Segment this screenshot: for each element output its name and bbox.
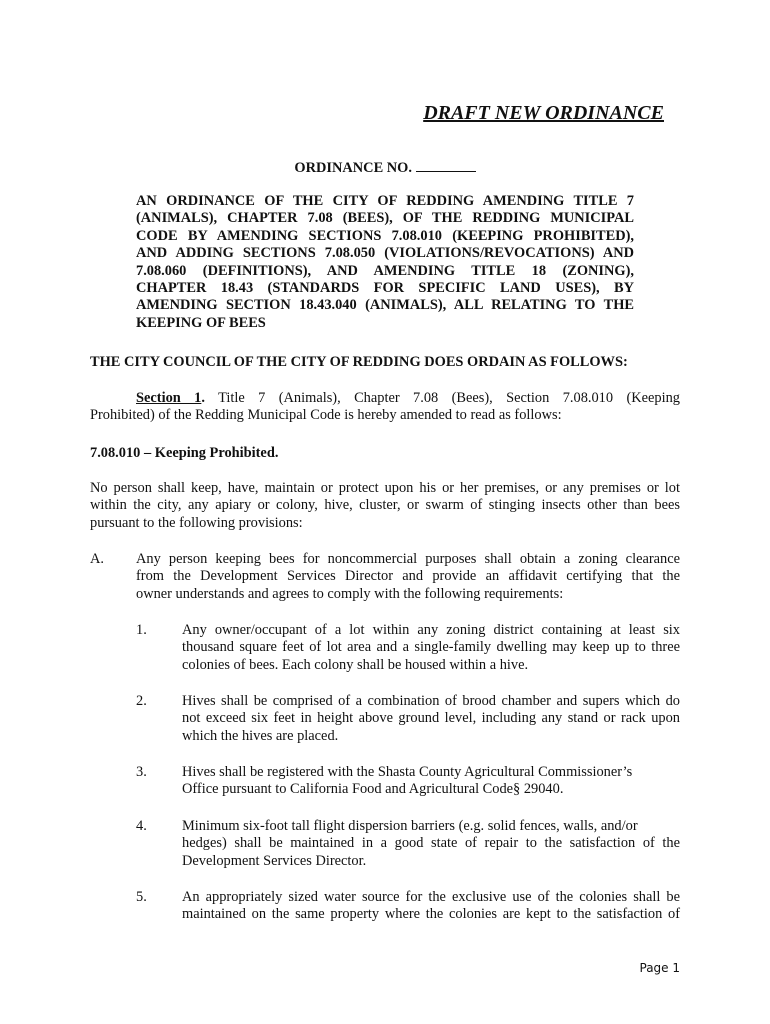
caption-line: KEEPING OF BEES xyxy=(136,314,266,331)
requirement-line: Hives shall be comprised of a combination of brood chamber and supers which do xyxy=(182,693,680,709)
requirement-marker: 4. xyxy=(136,818,147,834)
caption-line: CHAPTER 18.43 (STANDARDS FOR SPECIFIC LAND USES), BY xyxy=(136,280,634,297)
requirement-item-2 xyxy=(136,693,680,745)
requirement-body xyxy=(182,818,680,870)
caption-line: AMENDING SECTION 18.43.040 (ANIMALS), ALL RELATING TO THE xyxy=(136,297,634,314)
requirement-body xyxy=(182,889,680,924)
requirement-line: maintained on the same property where the colonies are kept to the satisfaction of xyxy=(182,906,680,923)
requirement-marker: 3. xyxy=(136,764,147,780)
requirement-item-4 xyxy=(136,818,680,870)
keeping-prohibited-paragraph xyxy=(90,480,680,532)
requirement-marker: 2. xyxy=(136,693,147,709)
requirement-item-1 xyxy=(136,622,680,674)
requirement-line: hedges) shall be maintained in a good state of repair to the satisfaction of the xyxy=(182,835,680,852)
requirement-line: An appropriately sized water source for the exclusive use of the colonies shall be xyxy=(182,889,680,905)
provision-a-body xyxy=(136,551,680,603)
caption-line: AN ORDINANCE OF THE CITY OF REDDING AMENDING TITLE 7 xyxy=(136,193,634,209)
requirement-body xyxy=(182,764,680,799)
ordinance-caption xyxy=(136,193,634,332)
paragraph-line: No person shall keep, have, maintain or protect upon his or her premises, or any premises or lot xyxy=(90,480,680,496)
section-1-label-suffix: . xyxy=(201,390,205,406)
paragraph-line: within the city, any apiary or colony, hive, cluster, or swarm of stinging insects other than bees xyxy=(90,497,680,514)
requirement-line: thousand square feet of lot area and a single-family dwelling may keep up to three xyxy=(182,639,680,656)
caption-line: (ANIMALS), CHAPTER 7.08 (BEES), OF THE REDDING MUNICIPAL xyxy=(136,210,634,227)
ordain-statement: THE CITY COUNCIL OF THE CITY OF REDDING DOES ORDAIN AS FOLLOWS: xyxy=(90,354,628,370)
provision-a-line: Any person keeping bees for noncommercial purposes shall obtain a zoning clearance xyxy=(136,551,680,567)
requirement-line: Development Services Director. xyxy=(182,852,367,869)
requirement-line: not exceed six feet in height above ground level, including any stand or rack upon xyxy=(182,710,680,727)
provision-a-line: owner understands and agrees to comply with the following requirements: xyxy=(136,585,564,602)
requirement-line: Office pursuant to California Food and Agricultural Code§ 29040. xyxy=(182,781,564,798)
requirement-marker: 1. xyxy=(136,622,147,638)
requirement-body xyxy=(182,693,680,745)
requirement-marker: 5. xyxy=(136,889,147,905)
page-number: Page 1 xyxy=(639,961,680,975)
caption-line: 7.08.060 (DEFINITIONS), AND AMENDING TITLE 18 (ZONING), xyxy=(136,262,634,279)
requirement-line: Any owner/occupant of a lot within any zoning district containing at least six xyxy=(182,622,680,638)
requirement-body xyxy=(182,622,680,674)
requirement-line: colonies of bees. Each colony shall be housed within a hive. xyxy=(182,656,529,673)
section-1-paragraph xyxy=(90,390,680,425)
ordinance-number xyxy=(0,158,770,177)
ordinance-number-blank xyxy=(416,158,476,172)
paragraph-line: pursuant to the following provisions: xyxy=(90,514,303,531)
section-1-label: Section 1 xyxy=(136,390,202,406)
requirement-line: which the hives are placed. xyxy=(182,727,339,744)
requirement-line: Hives shall be registered with the Shasta County Agricultural Commissioner’s xyxy=(182,764,633,780)
provision-a-line: from the Development Services Director and provide an affidavit certifying that the xyxy=(136,568,680,585)
requirement-line: Minimum six-foot tall flight dispersion barriers (e.g. solid fences, walls, and/or xyxy=(182,818,638,834)
section-1-text: Title 7 (Animals), Chapter 7.08 (Bees), Section 7.08.010 (Keeping xyxy=(218,390,681,406)
section-heading-7-08-010: 7.08.010 – Keeping Prohibited. xyxy=(90,445,279,461)
draft-title: DRAFT NEW ORDINANCE xyxy=(423,102,664,124)
requirement-item-3 xyxy=(136,764,680,799)
section-1-second-line: Prohibited) of the Redding Municipal Code is hereby amended to read as follows: xyxy=(90,407,562,424)
ordinance-number-label: ORDINANCE NO. xyxy=(294,160,412,176)
requirement-item-5 xyxy=(136,889,680,924)
caption-line: CODE BY AMENDING SECTIONS 7.08.010 (KEEPING PROHIBITED), xyxy=(136,227,634,244)
section-1-first-line xyxy=(90,390,680,407)
provision-a-marker: A. xyxy=(90,551,104,567)
caption-line: AND ADDING SECTIONS 7.08.050 (VIOLATIONS/REVOCATIONS) AND xyxy=(136,245,634,262)
provision-a xyxy=(90,551,680,603)
